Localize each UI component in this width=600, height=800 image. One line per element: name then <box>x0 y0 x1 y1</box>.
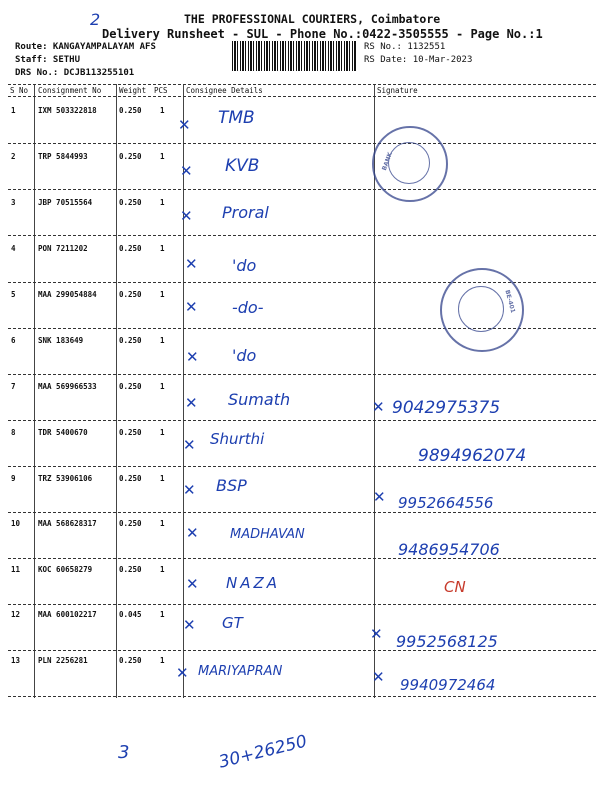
row-consignment-no: SNK 183649 <box>38 336 84 345</box>
row-signature-handwritten: 9952568125 <box>396 632 498 651</box>
stamp-inner-ring <box>458 286 504 332</box>
row-consignment-no: MAA 568628317 <box>38 519 97 528</box>
row-separator <box>8 696 596 697</box>
row-consignee-handwritten: 'do <box>232 346 257 365</box>
stamp-text: BANK <box>380 151 394 172</box>
row-weight: 0.250 <box>119 152 142 161</box>
row-pcs: 1 <box>160 656 165 665</box>
row-consignment-no: KOC 60658279 <box>38 565 93 574</box>
check-mark: ✕ <box>373 488 386 506</box>
row-sno: 6 <box>11 336 16 345</box>
row-separator <box>8 189 596 190</box>
runsheet-subtitle: Delivery Runsheet - SUL - Phone No.:0422-3505555 - Page No.:1 <box>102 27 543 41</box>
row-consignment-no: TRP 5844993 <box>38 152 88 161</box>
row-pcs: 1 <box>160 152 165 161</box>
rs-number: RS No.: 1132551 <box>364 42 446 52</box>
row-consignment-no: JBP 70515564 <box>38 198 93 207</box>
row-sno: 2 <box>11 152 16 161</box>
check-mark: ✕ <box>186 524 199 542</box>
row-pcs: 1 <box>160 428 165 437</box>
row-consignee-handwritten: GT <box>222 614 243 632</box>
stamp-inner-ring <box>388 142 430 184</box>
row-separator <box>8 235 596 236</box>
row-consignee-handwritten: KVB <box>225 156 260 176</box>
row-signature-handwritten: 9042975375 <box>392 398 501 418</box>
row-pcs: 1 <box>160 474 165 483</box>
row-consignee-handwritten: Shurthi <box>210 430 265 448</box>
check-mark: ✕ <box>186 575 199 593</box>
row-pcs: 1 <box>160 290 165 299</box>
check-mark: ✕ <box>183 436 196 454</box>
row-signature-handwritten: 9940972464 <box>400 676 496 694</box>
company-title: THE PROFESSIONAL COURIERS, Coimbatore <box>184 12 441 26</box>
check-mark: ✕ <box>183 616 196 634</box>
check-mark: ✕ <box>185 255 198 273</box>
row-consignment-no: MAA 569966533 <box>38 382 97 391</box>
row-weight: 0.250 <box>119 382 142 391</box>
bank-stamp <box>372 126 448 202</box>
row-sno: 5 <box>11 290 16 299</box>
stamp-text: BE-401 <box>503 289 517 314</box>
row-sno: 11 <box>11 565 21 574</box>
row-weight: 0.250 <box>119 290 142 299</box>
row-separator <box>8 650 596 651</box>
row-consignee-handwritten: BSP <box>216 476 247 495</box>
check-mark: ✕ <box>176 664 189 682</box>
row-pcs: 1 <box>160 565 165 574</box>
row-pcs: 1 <box>160 244 165 253</box>
row-sno: 12 <box>11 610 21 619</box>
col-signature: Signature <box>377 86 418 95</box>
row-consignment-no: PON 7211202 <box>38 244 88 253</box>
check-mark: ✕ <box>185 394 198 412</box>
row-weight: 0.250 <box>119 519 142 528</box>
row-pcs: 1 <box>160 519 165 528</box>
row-separator <box>8 374 596 375</box>
top-pen-mark: 2 <box>90 10 101 29</box>
row-consignee-handwritten: Sumath <box>228 390 291 409</box>
row-sno: 8 <box>11 428 16 437</box>
row-consignee-handwritten: TMB <box>218 108 255 128</box>
staff-label: Staff: SETHU <box>15 55 81 65</box>
row-consignee-handwritten: -do- <box>232 298 264 317</box>
row-sno: 10 <box>11 519 21 528</box>
row-consignee-handwritten: MARIYAPRAN <box>198 664 283 679</box>
row-consignment-no: IXM 503322818 <box>38 106 97 115</box>
row-consignment-no: MAA 299054884 <box>38 290 97 299</box>
row-pcs: 1 <box>160 106 165 115</box>
row-consignee-handwritten: Proral <box>222 203 269 222</box>
row-consignee-handwritten: MADHAVAN <box>230 527 305 542</box>
column-divider <box>116 84 117 698</box>
row-weight: 0.250 <box>119 198 142 207</box>
row-sno: 3 <box>11 198 16 207</box>
row-weight: 0.250 <box>119 336 142 345</box>
col-weight: Weight <box>119 86 147 95</box>
check-mark: ✕ <box>183 481 196 499</box>
row-pcs: 1 <box>160 336 165 345</box>
row-consignment-no: TDR 5400670 <box>38 428 88 437</box>
row-weight: 0.250 <box>119 656 142 665</box>
row-consignment-no: MAA 600102217 <box>38 610 97 619</box>
company-stamp <box>440 268 524 352</box>
column-divider <box>34 84 35 698</box>
check-mark: ✕ <box>180 162 193 180</box>
row-signature-handwritten: 9486954706 <box>398 540 500 559</box>
rs-date: RS Date: 10-Mar-2023 <box>364 55 473 65</box>
row-weight: 0.045 <box>119 610 142 619</box>
row-signature-handwritten: 9952664556 <box>398 494 494 512</box>
row-consignee-handwritten: 'do <box>232 256 257 275</box>
row-consignee-handwritten: NAZA <box>226 574 281 592</box>
row-signature-handwritten: CN <box>444 578 466 596</box>
row-consignment-no: TRZ 53906106 <box>38 474 93 483</box>
check-mark: ✕ <box>186 348 199 366</box>
route-label: Route: KANGAYAMPALAYAM AFS <box>15 42 156 52</box>
col-consignee: Consignee Details <box>186 86 263 95</box>
row-pcs: 1 <box>160 382 165 391</box>
row-separator <box>8 420 596 421</box>
col-pcs: PCS <box>154 86 168 95</box>
check-mark: ✕ <box>372 668 385 686</box>
row-weight: 0.250 <box>119 244 142 253</box>
row-separator <box>8 558 596 559</box>
bottom-total-note: 30+26250 <box>216 731 310 773</box>
row-weight: 0.250 <box>119 565 142 574</box>
check-mark: ✕ <box>178 116 191 134</box>
check-mark: ✕ <box>180 207 193 225</box>
row-consignment-no: PLN 2256281 <box>38 656 88 665</box>
row-pcs: 1 <box>160 610 165 619</box>
row-signature-handwritten: 9894962074 <box>418 446 527 466</box>
row-separator <box>8 604 596 605</box>
row-weight: 0.250 <box>119 106 142 115</box>
row-sno: 13 <box>11 656 21 665</box>
row-weight: 0.250 <box>119 474 142 483</box>
drs-number: DRS No.: DCJB113255101 <box>15 68 135 78</box>
row-sno: 1 <box>11 106 16 115</box>
row-sno: 9 <box>11 474 16 483</box>
row-separator <box>8 466 596 467</box>
row-sno: 4 <box>11 244 16 253</box>
row-weight: 0.250 <box>119 428 142 437</box>
row-separator <box>8 512 596 513</box>
barcode <box>232 41 356 71</box>
header-bottom-rule <box>8 96 596 97</box>
col-consignment: Consignment No <box>38 86 102 95</box>
row-separator <box>8 143 596 144</box>
check-mark: ✕ <box>370 625 383 643</box>
bottom-pen-mark: 3 <box>118 742 130 763</box>
header-top-rule <box>8 84 596 85</box>
check-mark: ✕ <box>185 298 198 316</box>
check-mark: ✕ <box>372 398 385 416</box>
col-sno: S No <box>10 86 29 95</box>
row-pcs: 1 <box>160 198 165 207</box>
row-sno: 7 <box>11 382 16 391</box>
